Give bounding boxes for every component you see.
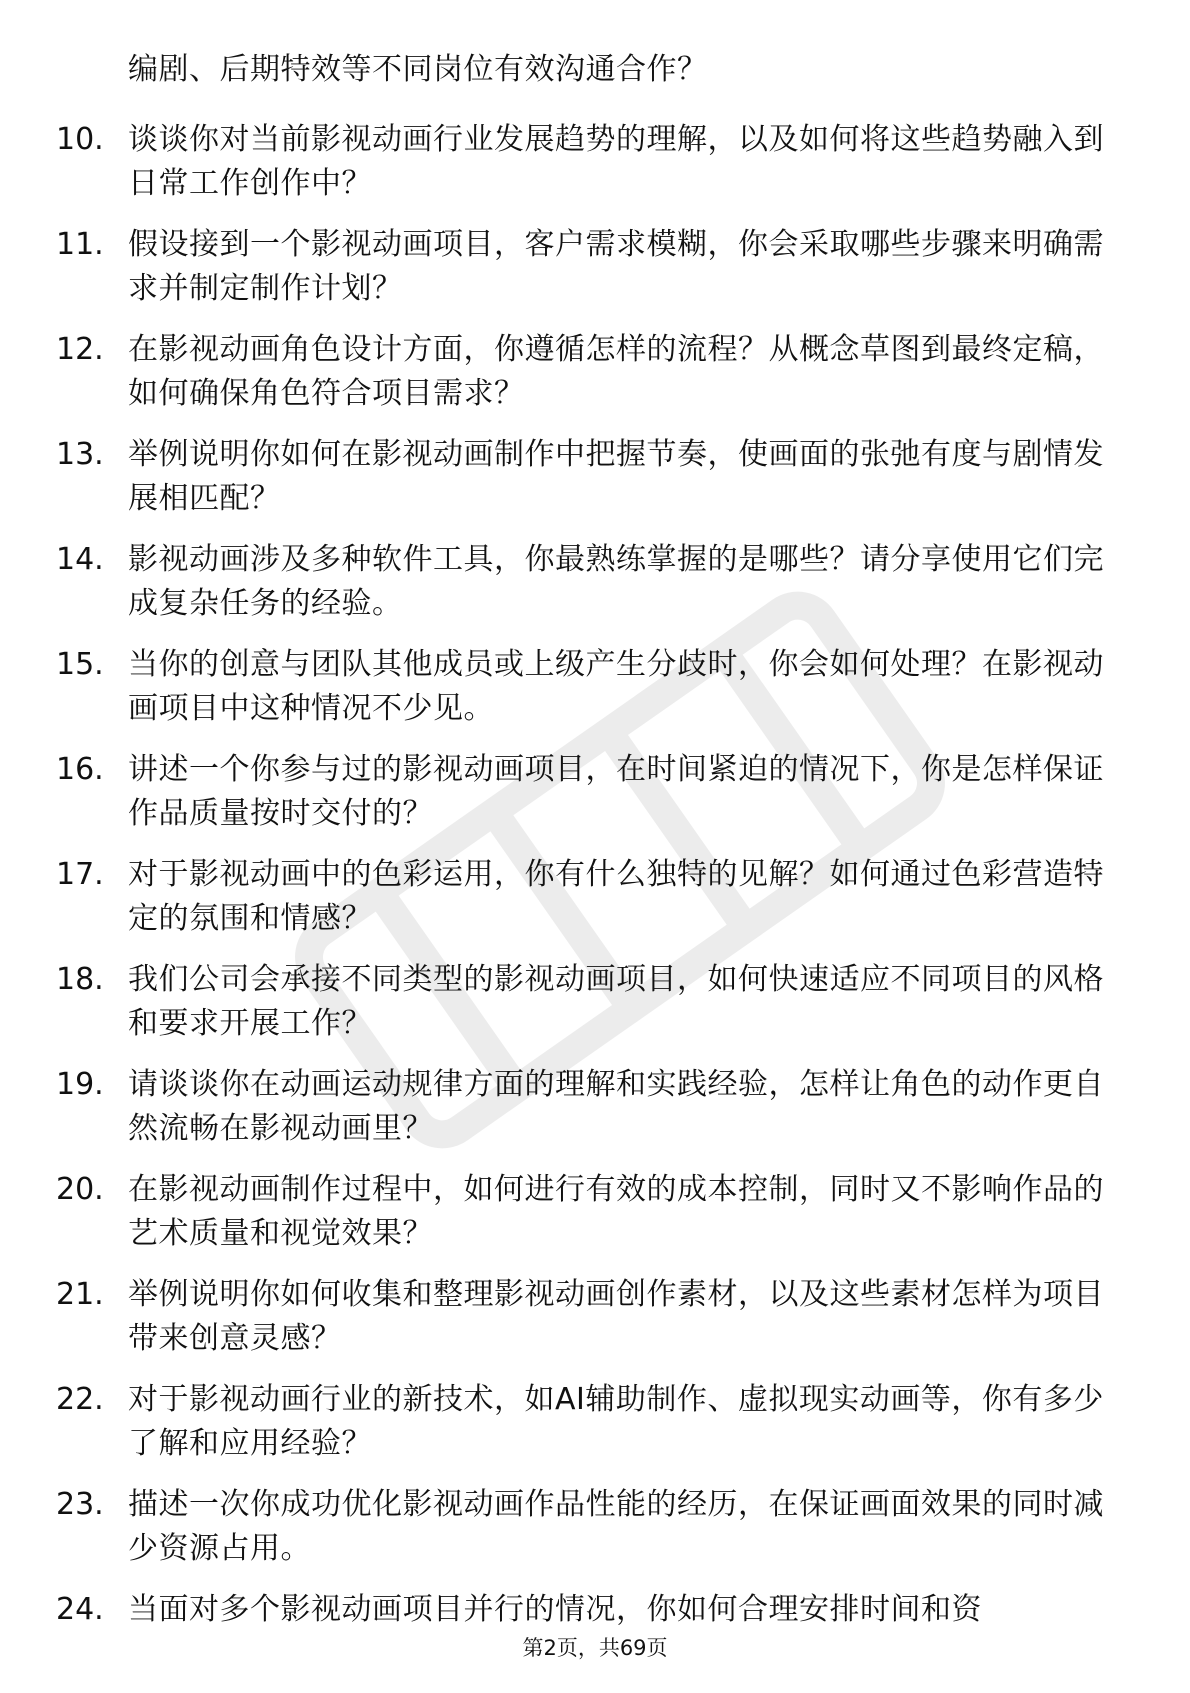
question-number: 19. xyxy=(56,1067,104,1102)
question-item xyxy=(0,853,1190,958)
question-item xyxy=(0,1483,1190,1588)
question-text: 假设接到一个影视动画项目，客户需求模糊，你会采取哪些步骤来明确需求并制定制作计划？ xyxy=(128,227,1104,306)
question-number: 17. xyxy=(56,857,104,892)
question-item xyxy=(0,328,1190,433)
question-text: 举例说明你如何收集和整理影视动画创作素材，以及这些素材怎样为项目带来创意灵感？ xyxy=(128,1277,1104,1356)
question-item xyxy=(0,643,1190,748)
question-item xyxy=(0,1273,1190,1378)
question-number: 16. xyxy=(56,752,104,787)
question-item xyxy=(0,433,1190,538)
question-number: 18. xyxy=(56,962,104,997)
question-item xyxy=(0,1378,1190,1483)
question-text: 当你的创意与团队其他成员或上级产生分歧时，你会如何处理？在影视动画项目中这种情况不少见。 xyxy=(128,647,1104,726)
question-text: 在影视动画角色设计方面，你遵循怎样的流程？从概念草图到最终定稿，如何确保角色符合项目需求？ xyxy=(128,332,1104,411)
question-item xyxy=(0,1063,1190,1168)
question-text: 在影视动画制作过程中，如何进行有效的成本控制，同时又不影响作品的艺术质量和视觉效果？ xyxy=(128,1172,1104,1251)
question-text: 对于影视动画行业的新技术，如AI辅助制作、虚拟现实动画等，你有多少了解和应用经验？ xyxy=(128,1382,1104,1461)
continuation-line: 编剧、后期特效等不同岗位有效沟通合作？ xyxy=(128,52,708,87)
page-footer: 第2页，共69页 xyxy=(522,1636,668,1660)
question-item xyxy=(0,748,1190,853)
question-number: 10. xyxy=(56,122,104,157)
question-number: 21. xyxy=(56,1277,104,1312)
question-text: 描述一次你成功优化影视动画作品性能的经历，在保证画面效果的同时减少资源占用。 xyxy=(128,1487,1104,1566)
question-item xyxy=(0,223,1190,328)
question-number: 14. xyxy=(56,542,104,577)
question-item xyxy=(0,1168,1190,1273)
question-text: 请谈谈你在动画运动规律方面的理解和实践经验，怎样让角色的动作更自然流畅在影视动画里？ xyxy=(128,1067,1104,1146)
question-number: 15. xyxy=(56,647,104,682)
question-text: 当面对多个影视动画项目并行的情况，你如何合理安排时间和资 xyxy=(128,1592,982,1627)
question-number: 20. xyxy=(56,1172,104,1207)
question-item xyxy=(0,538,1190,643)
question-number: 22. xyxy=(56,1382,104,1417)
question-item xyxy=(0,958,1190,1063)
question-text: 对于影视动画中的色彩运用，你有什么独特的见解？如何通过色彩营造特定的氛围和情感？ xyxy=(128,857,1104,936)
question-text: 讲述一个你参与过的影视动画项目，在时间紧迫的情况下，你是怎样保证作品质量按时交付的？ xyxy=(128,752,1104,831)
question-text: 影视动画涉及多种软件工具，你最熟练掌握的是哪些？请分享使用它们完成复杂任务的经验。 xyxy=(128,542,1104,621)
question-list xyxy=(0,118,1190,1693)
question-number: 24. xyxy=(56,1592,104,1627)
question-number: 12. xyxy=(56,332,104,367)
question-text: 谈谈你对当前影视动画行业发展趋势的理解，以及如何将这些趋势融入到日常工作创作中？ xyxy=(128,122,1104,201)
question-text: 我们公司会承接不同类型的影视动画项目，如何快速适应不同项目的风格和要求开展工作？ xyxy=(128,962,1104,1041)
question-text: 举例说明你如何在影视动画制作中把握节奏，使画面的张弛有度与剧情发展相匹配？ xyxy=(128,437,1104,516)
question-number: 11. xyxy=(56,227,104,262)
question-number: 23. xyxy=(56,1487,104,1522)
question-number: 13. xyxy=(56,437,104,472)
question-item xyxy=(0,118,1190,223)
